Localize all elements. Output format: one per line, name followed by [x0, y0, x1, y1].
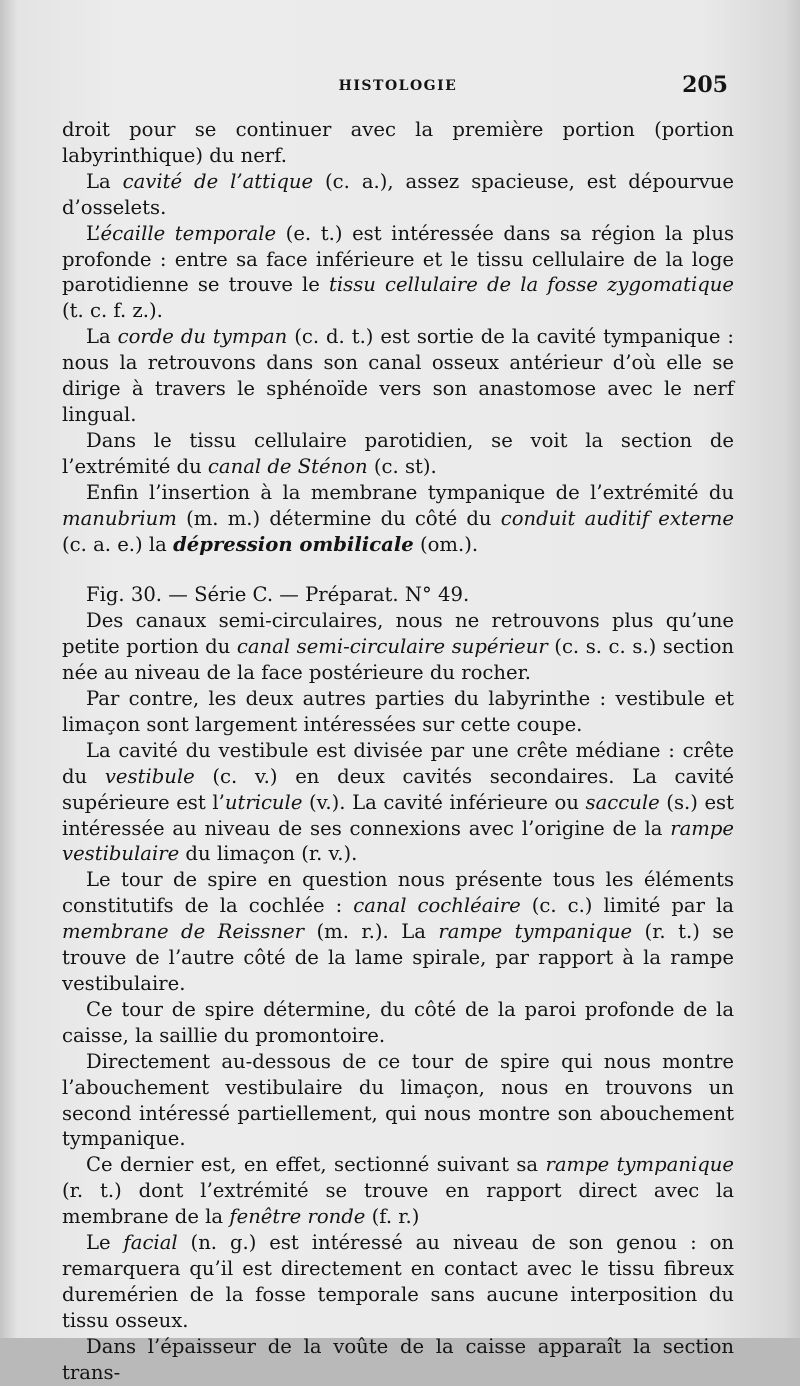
text-run: (c. st). [367, 454, 437, 478]
text-run: Directement au-dessous de ce tour de spire qui nous montre l’abouchement vestibulaire du limaçon, nous en trouvons un second intéressé partiellement, qui nous montre son abouchement tympanique. [62, 1049, 734, 1151]
figure-heading [62, 582, 734, 608]
text-run: (m. r.). La [303, 920, 439, 944]
paragraph [62, 428, 734, 480]
italic-term: canal cochléaire [353, 894, 521, 918]
text-run: (m. m.) détermine du côté du [176, 506, 501, 530]
text-run: L’ [86, 221, 101, 245]
text-run: (r. t.) dont l’extrémité se trouve en rapport direct avec la membrane de la [62, 1179, 734, 1229]
text-run: (t. c. f. z.). [62, 299, 163, 323]
paragraph [62, 867, 734, 997]
text-run: La [86, 169, 123, 193]
text-run: (f. r.) [365, 1205, 420, 1229]
text-run: du limaçon (r. v.). [179, 842, 358, 866]
text-run: (s.) est intéressée au niveau de ses connexions avec l’origine de la [62, 790, 734, 840]
text-run: Enfin l’insertion à la membrane tympanique de l’extrémité du [86, 480, 734, 504]
paragraph [62, 608, 734, 686]
bold-italic-term: dépression ombilicale [173, 532, 414, 556]
italic-term: canal de Sténon [207, 454, 368, 478]
text-run: Des canaux semi-circulaires, nous ne retrouvons plus qu’une petite portion du [62, 609, 734, 659]
text-run: (c. v.) en deux cavités secondaires. La cavité supérieure est l’ [62, 764, 735, 814]
page-number: 205 [682, 72, 728, 98]
italic-term: saccule [585, 790, 660, 814]
text-run: Dans le tissu cellulaire parotidien, se voit la section de l’extrémité du [62, 428, 734, 478]
text-run: La cavité du vestibule est divisée par une crête médiane : crête du [62, 738, 734, 788]
paragraph [62, 1334, 734, 1386]
text-run: (e. t.) est intéressée dans sa région la plus profonde : entre sa face inférieure et le tissu cellulaire de la loge parotidienne se trouve le [62, 221, 734, 297]
page-header [62, 66, 734, 106]
paragraph [62, 1230, 734, 1334]
italic-term: cavité de l’attique [122, 169, 314, 193]
text-run: droit pour se continuer avec la première portion (portion labyrinthique) du nerf. [62, 118, 734, 167]
italic-term: corde du tympan [117, 325, 288, 349]
italic-term: fenêtre ronde [229, 1205, 366, 1229]
paragraph [62, 169, 734, 221]
text-run: Le [86, 1231, 124, 1255]
paragraph [62, 324, 734, 428]
paragraph [62, 997, 734, 1049]
text-run: (v.). La cavité inférieure ou [302, 790, 586, 814]
text-run: (n. g.) est intéressé au niveau de son genou : on remarquera qu’il est directement en contact avec le tissu fibreux duremérien de la fosse temporale sans aucune interposition du tissu osseux. [62, 1231, 734, 1332]
italic-term: manubrium [62, 506, 177, 530]
text-run: (r. t.) se trouve de l’autre côté de la lame spirale, par rapport à la rampe vestibulaire. [62, 920, 735, 995]
paragraph [62, 117, 734, 169]
text-run: Ce tour de spire détermine, du côté de la paroi profonde de la caisse, la saillie du promontoire. [62, 997, 734, 1047]
paragraph [62, 738, 734, 868]
italic-term: rampe tympanique [438, 920, 633, 944]
italic-term: vestibule [104, 764, 195, 788]
paragraph [62, 1152, 734, 1230]
text-run: La [86, 325, 118, 349]
italic-term: membrane de Reissner [62, 920, 304, 944]
body-text [62, 117, 734, 1386]
text-run: Le tour de spire en question nous présente tous les éléments constitutifs de la cochlée : [62, 868, 734, 918]
italic-term: canal semi-circulaire supérieur [236, 635, 548, 659]
italic-term: écaille temporale [100, 221, 277, 245]
italic-term: tissu cellulaire de la fosse zygomatique [329, 273, 734, 297]
text-run: (c. d. t.) est sortie de la cavité tympanique : nous la retrouvons dans son canal osseux antérieur d’où elle se dirige à travers le sphénoïde vers son anastomose avec le nerf lingual. [62, 325, 734, 426]
running-title: HISTOLOGIE [338, 78, 458, 94]
text-run: (c. s. c. s.) section née au niveau de la face postérieure du rocher. [62, 635, 734, 685]
text-run: Fig. 30. — Série C. — Préparat. N° 49. [86, 583, 470, 607]
text-run: Ce dernier est, en effet, sectionné suivant sa [86, 1153, 546, 1177]
italic-term: utricule [224, 790, 303, 814]
italic-term: conduit auditif externe [500, 506, 734, 530]
paragraph [62, 1049, 734, 1153]
paragraph [62, 480, 734, 558]
text-run: (c. a.), assez spacieuse, est dépourvue d’osselets. [62, 169, 734, 219]
text-run: Par contre, les deux autres parties du labyrinthe : vestibule et limaçon sont largement intéressées sur cette coupe. [62, 687, 734, 736]
paragraph [62, 686, 734, 738]
italic-term: rampe tympanique [545, 1153, 735, 1177]
text-run: (c. c.) limité par la [520, 894, 734, 918]
paragraph [62, 221, 734, 325]
italic-term: facial [123, 1231, 178, 1255]
italic-term: rampe vestibulaire [62, 816, 734, 866]
text-run: (om.). [413, 532, 479, 556]
text-run: (c. a. e.) la [62, 532, 174, 556]
text-run: Dans l’épaisseur de la voûte de la caisse apparaît la section trans- [62, 1334, 734, 1384]
